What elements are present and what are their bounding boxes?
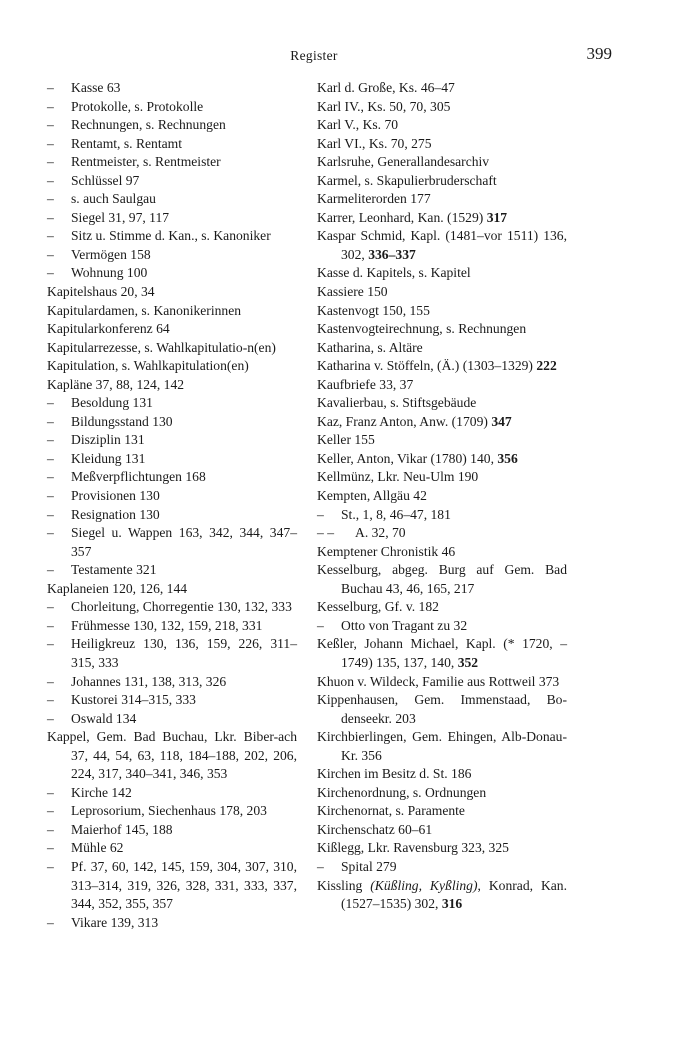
entry-text: Chorleitung, Chorregentie 130, 132, 333: [71, 599, 292, 615]
index-entry: [317, 227, 567, 264]
entry-text-tail: , Konrad, Kan. (1527–1535) 302,: [341, 877, 567, 912]
index-entry: [317, 394, 567, 413]
index-subentry: [47, 858, 297, 914]
entry-dash: –: [47, 636, 54, 652]
index-column-right: [317, 79, 567, 914]
index-subentry: [47, 598, 297, 617]
entry-text: Kaufbriefe 33, 37: [317, 376, 414, 392]
entry-text: Siegel u. Wappen 163, 342, 344, 347–357: [71, 525, 297, 559]
entry-text: Kippenhausen, Gem. Immenstaad, Bo-denseekr. 203: [317, 692, 567, 726]
entry-text: Kirche 142: [71, 784, 132, 800]
index-entry: [317, 802, 567, 821]
entry-text: Kesselburg, abgeg. Burg auf Gem. Bad Buchau 43, 46, 165, 217: [317, 562, 567, 596]
index-subentry: [317, 858, 567, 877]
index-entry: [317, 98, 567, 117]
entry-text: Frühmesse 130, 132, 159, 218, 331: [71, 617, 263, 633]
index-entry: [317, 598, 567, 617]
entry-dash: –: [47, 914, 54, 930]
entry-text: Protokolle, s. Protokolle: [71, 98, 204, 114]
entry-dash: –: [47, 840, 54, 856]
entry-text: Kapitelshaus 20, 34: [47, 284, 155, 300]
entry-text: Kastenvogt 150, 155: [317, 302, 430, 318]
entry-dash: –: [47, 469, 54, 485]
index-subentry: [317, 524, 567, 543]
entry-text: Keller, Anton, Vikar (1780) 140,: [317, 450, 494, 466]
index-subentry: [47, 914, 297, 933]
entry-text: Johannes 131, 138, 313, 326: [71, 673, 227, 689]
entry-text: Karlsruhe, Generallandesarchiv: [317, 154, 490, 170]
entry-text: Testamente 321: [71, 562, 157, 578]
entry-text: Wohnung 100: [71, 265, 148, 281]
entry-bold-reference: 317: [486, 209, 508, 225]
index-entry: [47, 357, 297, 376]
index-entry: [317, 450, 567, 469]
entry-text: Kapitulardamen, s. Kanonikerinnen: [47, 302, 242, 318]
entry-text: Provisionen 130: [71, 488, 160, 504]
index-entry: [317, 728, 567, 765]
entry-text: Karl d. Große, Ks. 46–47: [317, 80, 455, 95]
index-entry: [317, 135, 567, 154]
entry-dash: –: [47, 617, 54, 633]
entry-dash: –: [47, 246, 54, 262]
entry-text: Kaz, Franz Anton, Anw. (1709): [317, 413, 488, 429]
entry-dash: –: [47, 821, 54, 837]
entry-dash: –: [47, 506, 54, 522]
entry-text: Kissling: [317, 877, 363, 893]
entry-dash: –: [47, 858, 54, 874]
entry-text: Karmel, s. Skapulierbruderschaft: [317, 172, 497, 188]
index-subentry: [47, 153, 297, 172]
entry-text: Spital 279: [341, 858, 397, 874]
index-entry: [317, 487, 567, 506]
entry-text: Rechnungen, s. Rechnungen: [71, 117, 226, 133]
entry-text: Kemptener Chronistik 46: [317, 543, 456, 559]
entry-text: Kempten, Allgäu 42: [317, 488, 427, 504]
entry-dash: –: [47, 80, 54, 95]
index-entry: [317, 635, 567, 672]
index-subentry: [47, 617, 297, 636]
entry-dash: –: [47, 432, 54, 448]
entry-text: Kappel, Gem. Bad Buchau, Lkr. Biber-ach 37, 44, 54, 63, 118, 184–188, 202, 206, 224, 317, 340–341, 346, 353: [47, 729, 297, 782]
index-subentry: [47, 673, 297, 692]
index-entry: [317, 877, 567, 914]
index-entry: [317, 691, 567, 728]
index-entry: [317, 302, 567, 321]
index-subentry: [47, 710, 297, 729]
entry-dash: –: [47, 228, 54, 244]
index-subentry: [47, 79, 297, 98]
entry-bold-reference: 347: [491, 413, 512, 429]
running-head: Register: [290, 48, 338, 63]
entry-dash: –: [47, 673, 54, 689]
entry-text: Kapitularrezesse, s. Wahlkapitulatio-n(en): [47, 339, 276, 355]
index-subentry: [47, 839, 297, 858]
index-entry: [317, 765, 567, 784]
entry-text: Maierhof 145, 188: [71, 821, 173, 837]
entry-text: s. auch Saulgau: [71, 191, 156, 207]
entry-dash: –: [47, 692, 54, 708]
entry-text: Vikare 139, 313: [71, 914, 159, 930]
entry-text: Kirchenornat, s. Paramente: [317, 803, 465, 819]
index-subentry: [47, 190, 297, 209]
index-entry: [317, 283, 567, 302]
entry-dash: –: [47, 599, 54, 615]
index-column-left: [47, 79, 297, 932]
entry-dash: –: [317, 617, 324, 633]
entry-bold-reference: 352: [457, 654, 479, 670]
index-entry: [317, 673, 567, 692]
index-entry: [317, 264, 567, 283]
entry-dash: –: [317, 858, 324, 874]
entry-dash: –: [47, 117, 54, 133]
entry-dash: –: [47, 395, 54, 411]
index-entry: [317, 153, 567, 172]
index-entry: [317, 839, 567, 858]
entry-dash: –: [317, 506, 324, 522]
entry-text: Karl IV., Ks. 50, 70, 305: [317, 98, 451, 114]
index-subentry: [47, 116, 297, 135]
entry-text: Kapitulation, s. Wahlkapitulation(en): [47, 358, 249, 374]
entry-text: Katharina, s. Altäre: [317, 339, 423, 355]
entry-text: Kirchen im Besitz d. St. 186: [317, 766, 472, 782]
entry-text: Leprosorium, Siechenhaus 178, 203: [71, 803, 267, 819]
entry-text: Besoldung 131: [71, 395, 153, 411]
index-entry: [317, 561, 567, 598]
entry-text: Resignation 130: [71, 506, 160, 522]
index-entry: [47, 339, 297, 358]
entry-dash: – –: [317, 525, 334, 541]
index-entry: [317, 821, 567, 840]
index-entry: [317, 116, 567, 135]
entry-text: Kavalierbau, s. Stiftsgebäude: [317, 395, 477, 411]
entry-text: Pf. 37, 60, 142, 145, 159, 304, 307, 310, 313–314, 319, 326, 328, 331, 333, 337, 344, 352, 355, 357: [71, 858, 297, 912]
index-subentry: [47, 135, 297, 154]
index-entry: [47, 283, 297, 302]
entry-text: Rentmeister, s. Rentmeister: [71, 154, 221, 170]
entry-bold-reference: 336–337: [368, 246, 416, 262]
entry-text: A. 32, 70: [355, 525, 406, 541]
entry-text: Kirchenschatz 60–61: [317, 821, 433, 837]
entry-dash: –: [47, 450, 54, 466]
entry-text: Disziplin 131: [71, 432, 145, 448]
index-entry: [317, 320, 567, 339]
entry-dash: –: [47, 154, 54, 170]
entry-text: Kaspar Schmid, Kapl. (1481–vor 1511) 136, 302,: [317, 228, 567, 262]
index-entry: [317, 339, 567, 358]
entry-variant-names: (Küßling, Kyßling): [370, 877, 478, 893]
entry-dash: –: [47, 135, 54, 151]
index-subentry: [47, 524, 297, 561]
index-subentry: [47, 468, 297, 487]
index-subentry: [47, 172, 297, 191]
index-entry: [47, 728, 297, 784]
entry-text: Kleidung 131: [71, 450, 146, 466]
entry-text: Katharina v. Stöffeln, (Ä.) (1303–1329): [317, 358, 533, 374]
index-subentry: [47, 98, 297, 117]
entry-text: Vermögen 158: [71, 246, 151, 262]
index-entry: [47, 302, 297, 321]
index-entry: [317, 784, 567, 803]
entry-text: Mühle 62: [71, 840, 124, 856]
index-subentry: [47, 561, 297, 580]
index-subentry: [47, 487, 297, 506]
index-entry: [47, 580, 297, 599]
index-subentry: [317, 617, 567, 636]
index-subentry: [47, 635, 297, 672]
entry-text: Bildungsstand 130: [71, 413, 173, 429]
entry-dash: –: [47, 191, 54, 207]
index-subentry: [47, 431, 297, 450]
entry-text: Kißlegg, Lkr. Ravensburg 323, 325: [317, 840, 509, 856]
entry-dash: –: [47, 784, 54, 800]
entry-text: Kellmünz, Lkr. Neu-Ulm 190: [317, 469, 479, 485]
entry-text: Kirchenordnung, s. Ordnungen: [317, 784, 487, 800]
index-entry: [317, 357, 567, 376]
index-subentry: [47, 450, 297, 469]
entry-dash: –: [47, 413, 54, 429]
index-entry: [317, 543, 567, 562]
entry-dash: –: [47, 265, 54, 281]
entry-text: Karl V., Ks. 70: [317, 117, 399, 133]
index-entry: [317, 468, 567, 487]
index-subentry: [47, 264, 297, 283]
entry-text: Kirchbierlingen, Gem. Ehingen, Alb-Donau-Kr. 356: [317, 729, 567, 763]
entry-text: Keller 155: [317, 432, 375, 448]
index-subentry: [47, 209, 297, 228]
entry-dash: –: [47, 209, 54, 225]
index-entry: [317, 79, 567, 98]
entry-text: Kasse d. Kapitels, s. Kapitel: [317, 265, 471, 281]
entry-text: Khuon v. Wildeck, Familie aus Rottweil 373: [317, 673, 560, 689]
index-entry: [317, 413, 567, 432]
index-subentry: [317, 506, 567, 525]
entry-dash: –: [47, 562, 54, 578]
entry-text: Kustorei 314–315, 333: [71, 692, 196, 708]
entry-dash: –: [47, 488, 54, 504]
entry-text: Kasse 63: [71, 80, 121, 95]
entry-text: Oswald 134: [71, 710, 137, 726]
entry-bold-reference: 222: [536, 358, 557, 374]
index-subentry: [47, 246, 297, 265]
entry-text: Schlüssel 97: [71, 172, 140, 188]
entry-dash: –: [47, 803, 54, 819]
index-subentry: [47, 821, 297, 840]
index-entry: [47, 376, 297, 395]
entry-text: Kesselburg, Gf. v. 182: [317, 599, 439, 615]
index-subentry: [47, 784, 297, 803]
index-entry: [47, 320, 297, 339]
entry-text: Kapläne 37, 88, 124, 142: [47, 376, 185, 392]
entry-text: Sitz u. Stimme d. Kan., s. Kanoniker: [71, 228, 271, 244]
entry-text: Rentamt, s. Rentamt: [71, 135, 183, 151]
entry-bold-reference: 316: [441, 896, 463, 912]
index-entry: [317, 190, 567, 209]
index-subentry: [47, 394, 297, 413]
index-entry: [317, 172, 567, 191]
entry-text: Karl VI., Ks. 70, 275: [317, 135, 432, 151]
entry-text: Otto von Tragant zu 32: [341, 617, 468, 633]
index-entry: [317, 376, 567, 395]
entry-bold-reference: 356: [497, 450, 518, 466]
entry-text: Karrer, Leonhard, Kan. (1529): [317, 209, 484, 225]
index-subentry: [47, 227, 297, 246]
entry-text: Kastenvogteirechnung, s. Rechnungen: [317, 321, 527, 337]
entry-dash: –: [47, 710, 54, 726]
entry-text: Karmeliterorden 177: [317, 191, 431, 207]
entry-dash: –: [47, 172, 54, 188]
index-subentry: [47, 691, 297, 710]
index-subentry: [47, 802, 297, 821]
entry-dash: –: [47, 525, 54, 541]
entry-text: Kassiere 150: [317, 284, 388, 300]
entry-text: Kaplaneien 120, 126, 144: [47, 580, 188, 596]
entry-text: Kapitularkonferenz 64: [47, 321, 170, 337]
entry-dash: –: [47, 98, 54, 114]
index-entry: [317, 431, 567, 450]
entry-text: Heiligkreuz 130, 136, 159, 226, 311–315, 333: [71, 636, 297, 670]
index-subentry: [47, 413, 297, 432]
entry-text: Siegel 31, 97, 117: [71, 209, 170, 225]
entry-text: Keßler, Johann Michael, Kapl. (* 1720, –1749) 135, 137, 140,: [317, 636, 567, 670]
entry-text: Meßverpflichtungen 168: [71, 469, 206, 485]
index-subentry: [47, 506, 297, 525]
page-number: 399: [586, 44, 612, 63]
entry-text: St., 1, 8, 46–47, 181: [341, 506, 451, 522]
index-entry: [317, 209, 567, 228]
